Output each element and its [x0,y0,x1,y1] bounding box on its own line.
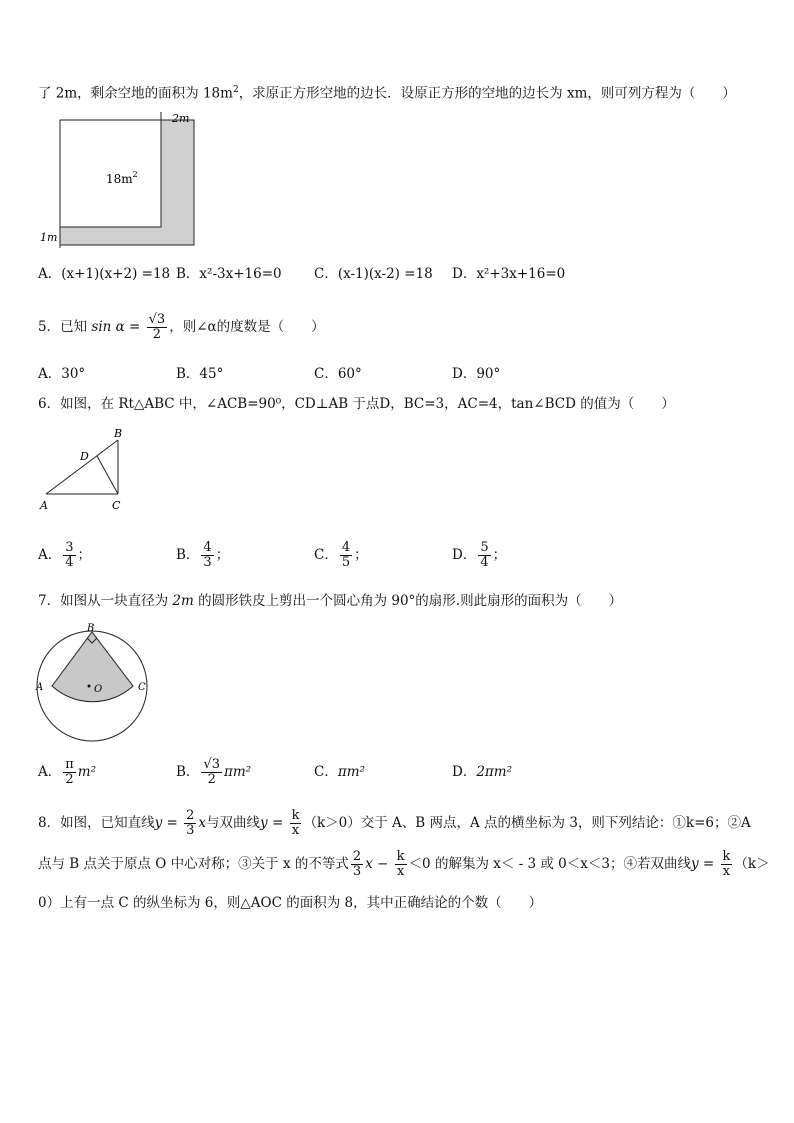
q6-label-d: D [80,450,89,463]
q4-option-a[interactable]: A．(x+1)(x+2) =18 [38,266,171,282]
q6-label-a: A [40,499,48,512]
q4-text-b: ，求原正方形空地的边长．设原正方形的空地的边长为 xm，则可列方程为（ ） [238,85,736,102]
q6-option-d[interactable]: D． $\frac{5}{4}$ ； [452,540,507,570]
q4-option-c[interactable]: C．(x-1)(x-2) =18 [314,266,433,282]
q5-option-d[interactable]: D．90° [452,366,501,382]
q4-text [38,80,736,104]
q4-text-a: 了 2m，剩余空地的面积为 18m [38,85,233,102]
q8-line-2: 点与 B 点关于原点 O 中心对称；③关于 x 的不等式 $\frac{2}{3}$ x − $\frac{k}{x}$ ＜0 的解集为 x＜ - 3 或 0＜x＜3；④若双曲线y = $\frac{k}{x}$ （k＞ [38,849,770,879]
q6-option-c[interactable]: C． $\frac{4}{5}$ ； [314,540,368,570]
q8-line-3: 0）上有一点 C 的纵坐标为 6，则△AOC 的面积为 8，其中正确结论的个数（ ） [38,895,543,911]
q5-text [38,307,325,347]
q6-triangle-figure [36,424,136,516]
q5-prefix: 5．已知 [38,319,88,335]
q4-option-b[interactable]: B．x²-3x+16=0 [176,266,282,282]
q7-option-d[interactable]: D．2πm² [452,764,513,780]
q4-option-d[interactable]: D．x²+3x+16=0 [452,266,566,282]
q7-text: 7．如图从一块直径为 2m 的圆形铁皮上剪出一个圆心角为 90°的扇形.则此扇形的面积为（ ） [38,593,623,609]
q4-label-area: $18m^2$ [106,170,138,186]
q7-option-a[interactable]: A． $\frac{\pi}{2}$ m² [38,757,97,787]
q6-option-a[interactable]: A． $\frac{3}{4}$ ； [38,540,92,570]
q6-label-c: C [112,499,121,512]
q7-circle-figure [34,622,164,742]
q4-square-figure [36,110,201,250]
q5-option-b[interactable]: B．45° [176,366,224,382]
q4-sup: 2 [232,85,239,95]
q4-label-top: 2m [172,112,190,125]
q6-label-b: B [114,427,123,440]
q7-option-b[interactable]: B． $\frac{√3}{2}$ πm² [176,757,252,787]
q7-option-c[interactable]: C．πm² [314,764,365,780]
q5-option-c[interactable]: C．60° [314,366,362,382]
q4-label-left: 1m [40,231,58,244]
q7-label-b: B [87,623,95,634]
q7-label-a: A [36,682,44,693]
q7-label-c: C [138,682,146,693]
q7-label-o: O [94,684,103,695]
q5-suffix: ，则∠α的度数是（ ） [169,319,325,335]
q5-fraction: $\frac{√3}{2}$ [148,312,166,342]
q6-option-b[interactable]: B． $\frac{4}{3}$ ； [176,540,230,570]
q8-line-1: 8．如图，已知直线y = $\frac{2}{3}$ x与双曲线y = $\frac{k}{x}$ （k＞0）交于 A、B 两点，A 点的横坐标为 3，则下列结论：①k=6；②A [38,808,751,838]
q5-option-a[interactable]: A．30° [38,366,86,382]
q5-sin: sin α = [91,319,141,335]
q6-text: 6．如图，在 Rt△ABC 中，∠ACB=90⁰，CD⊥AB 于点D，BC=3，AC=4，tan∠BCD 的值为（ ） [38,396,675,412]
